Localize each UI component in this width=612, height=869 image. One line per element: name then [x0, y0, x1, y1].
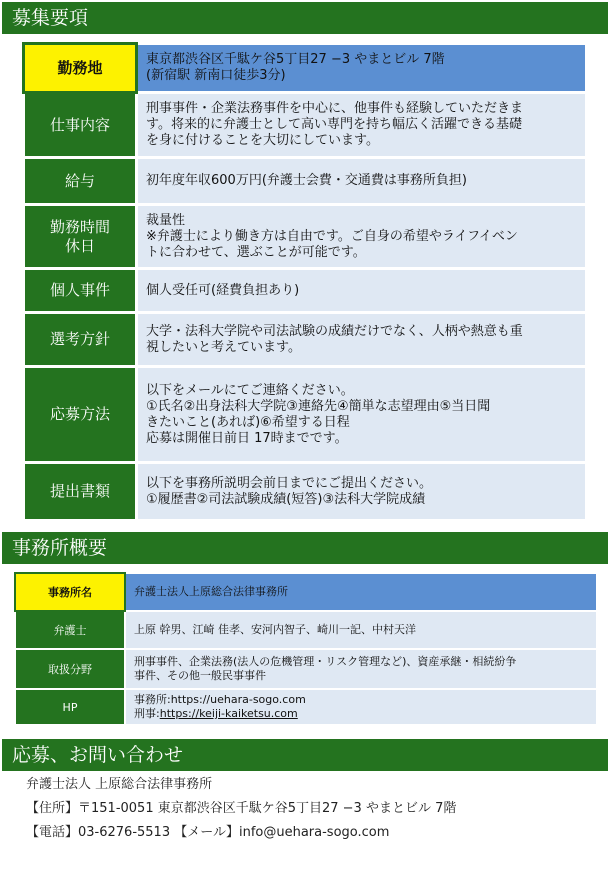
table-row — [24, 205, 587, 269]
value-line: 応募は開催日前日 17時までです。 — [146, 430, 348, 446]
table-row — [15, 689, 597, 725]
value-line: 刑事事件・企業法務事件を中心に、他事件も経験していただきま — [146, 101, 524, 116]
value-line: ①履歴書②司法試験成績(短答)③法科大学院成績 — [146, 491, 426, 507]
value-line: 初年度年収600万円(弁護士会費・交通費は事務所負担) — [146, 173, 467, 188]
value-line: す。将来的に弁護士として高い専門を持ち幅広く活躍できる基礎 — [146, 117, 522, 132]
table-row — [15, 611, 597, 649]
table-row — [24, 158, 587, 205]
value-line: 裁量性 — [146, 212, 186, 228]
firm-name: 弁護士法人 上原総合法律事務所 — [26, 777, 213, 792]
row-value — [137, 44, 587, 93]
table-row — [15, 649, 597, 689]
recruit-section-header — [2, 2, 608, 34]
contact-info — [0, 773, 612, 845]
row-label: 弁護士 — [15, 611, 125, 649]
value-line: 視したいと考えています。 — [146, 339, 301, 355]
value-line: 刑事事件、企業法務(法人の危機管理・リスク管理など)、資産承継・相続紛争 — [134, 655, 517, 668]
table-row — [24, 367, 587, 463]
row-label: 応募方法 — [24, 367, 137, 463]
row-value — [125, 649, 597, 689]
row-value — [137, 205, 587, 269]
label-line: 休日 — [64, 236, 95, 255]
row-value — [125, 689, 597, 725]
contact-section-header — [2, 739, 608, 771]
office-table — [14, 572, 598, 726]
office-title: 事務所概要 — [12, 537, 108, 559]
row-label: 事務所名 — [15, 573, 125, 611]
row-value — [125, 611, 597, 649]
row-label: 勤務地 — [24, 44, 137, 93]
row-value — [137, 367, 587, 463]
value-line: 弁護士法人上原総合法律事務所 — [134, 585, 288, 598]
value-line: トに合わせて、選ぶことが可能です。 — [146, 244, 366, 260]
table-row — [24, 269, 587, 313]
row-label: 仕事内容 — [24, 93, 137, 158]
value-line: 大学・法科大学院や司法試験の成績だけでなく、人柄や熱意も重 — [146, 323, 523, 339]
value-line: きたいこと(あれば)⑥希望する日程 — [146, 414, 350, 430]
table-row — [24, 44, 587, 93]
value-line: を身に付けることを大切にしています。 — [146, 133, 379, 148]
table-row — [24, 463, 587, 521]
value-line: 東京都渋谷区千駄ケ谷5丁目27 −3 やまとビル 7階 — [146, 52, 445, 67]
keiji-link[interactable]: https://keiji-kaiketsu.com — [159, 707, 298, 720]
row-value — [137, 313, 587, 367]
row-label: 給与 — [24, 158, 137, 205]
value-line: ※弁護士により働き方は自由です。ご自身の希望やライフイベン — [146, 228, 518, 244]
value-line: 以下を事務所説明会前日までにご提出ください。 — [146, 475, 433, 491]
hp-criminal-line — [134, 707, 588, 721]
table-row — [24, 93, 587, 158]
row-value — [137, 463, 587, 521]
row-value — [137, 269, 587, 313]
row-label: 選考方針 — [24, 313, 137, 367]
row-value — [137, 158, 587, 205]
row-value — [137, 93, 587, 158]
contact-title: 応募、お問い合わせ — [12, 744, 184, 766]
recruit-title: 募集要項 — [12, 7, 89, 29]
hp-office-line: 事務所:https://uehara-sogo.com — [134, 693, 306, 706]
value-line: ①氏名②出身法科大学院③連絡先④簡単な志望理由⑤当日聞 — [146, 398, 491, 414]
value-line: 個人受任可(経費負担あり) — [146, 282, 300, 298]
value-line: (新宿駅 新南口徒歩3分) — [146, 68, 286, 83]
phone-email-line: 【電話】03-6276-5513 【メール】info@uehara-sogo.com — [26, 825, 390, 840]
value-line: 事件、その他一般民事事件 — [134, 669, 266, 682]
value-line: 以下をメールにてご連絡ください。 — [146, 382, 354, 398]
row-label: HP — [15, 689, 125, 725]
office-section-header — [2, 532, 608, 564]
label-line: 勤務時間 — [49, 217, 110, 236]
hp-criminal-prefix: 刑事: — [134, 707, 160, 720]
table-row — [15, 573, 597, 611]
row-value — [125, 573, 597, 611]
row-label: 個人事件 — [24, 269, 137, 313]
row-label: 提出書類 — [24, 463, 137, 521]
address-line: 【住所】〒151-0051 東京都渋谷区千駄ケ谷5丁目27 −3 やまとビル 7階 — [26, 801, 457, 816]
recruit-table — [22, 42, 588, 522]
row-label — [24, 205, 137, 269]
table-row — [24, 313, 587, 367]
row-label: 取扱分野 — [15, 649, 125, 689]
value-line: 上原 幹男、江崎 佳孝、安河内智子、崎川一記、中村天洋 — [134, 623, 416, 636]
